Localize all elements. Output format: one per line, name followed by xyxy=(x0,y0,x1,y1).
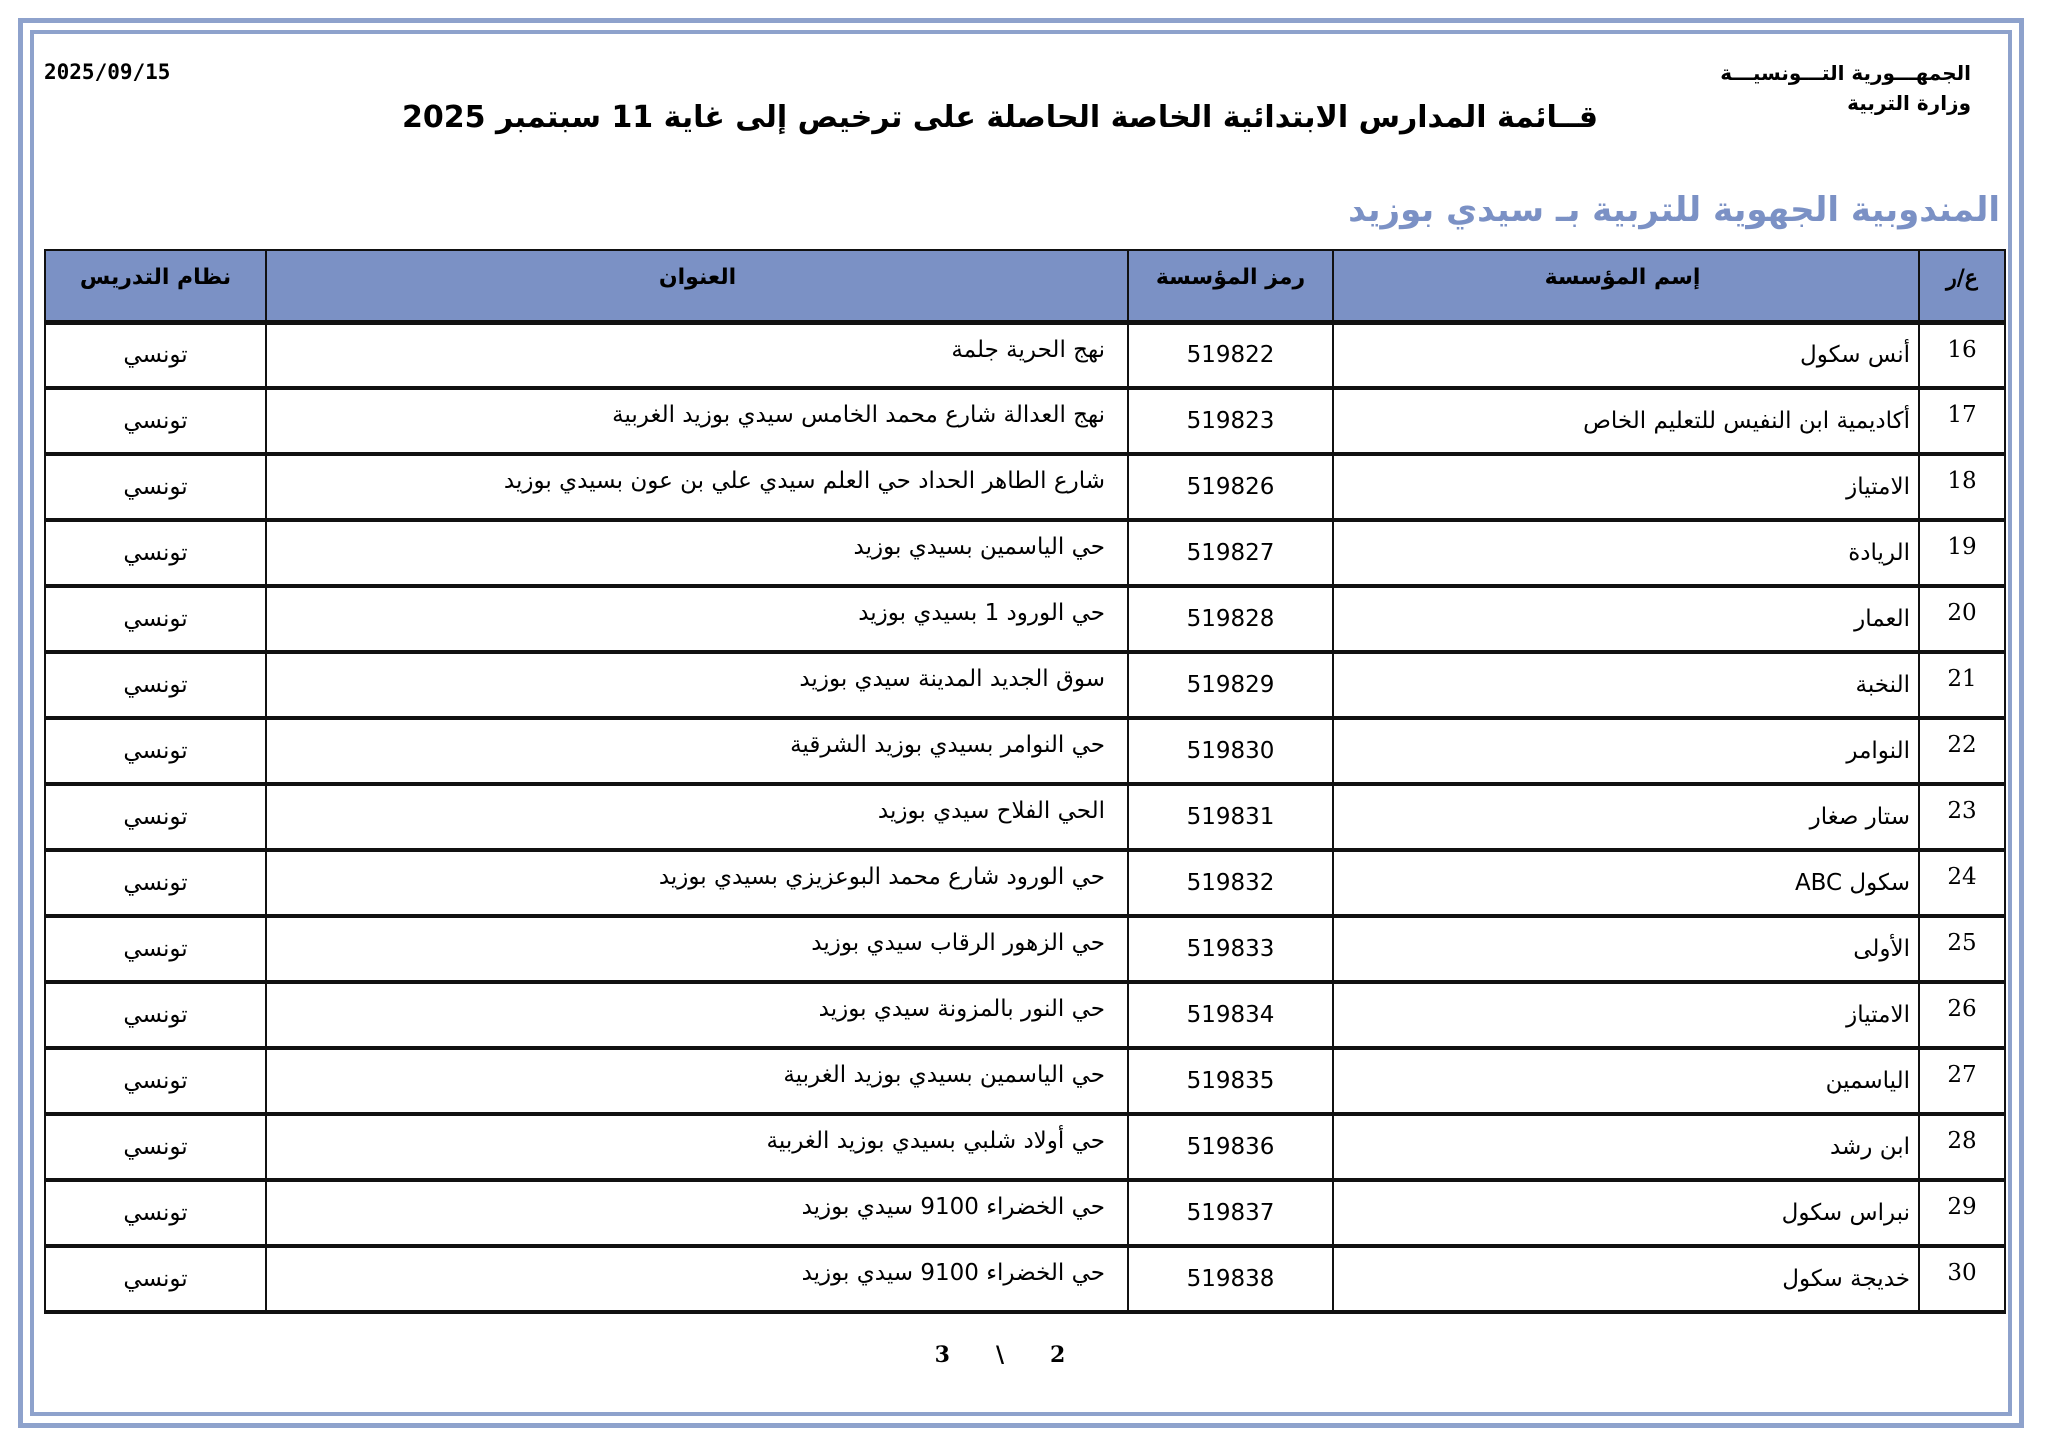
cell-number: 24 xyxy=(1919,850,2005,916)
ministry-name: وزارة التربية xyxy=(1847,91,1971,115)
table-row xyxy=(45,454,2005,520)
cell-school-name: الياسمين xyxy=(1333,1048,1919,1114)
cell-number: 21 xyxy=(1919,652,2005,718)
cell-number: 19 xyxy=(1919,520,2005,586)
cell-teaching-system: تونسي xyxy=(45,652,266,718)
cell-teaching-system: تونسي xyxy=(45,1180,266,1246)
cell-address: نهج الحرية جلمة xyxy=(266,322,1128,388)
table-row xyxy=(45,916,2005,982)
cell-number: 27 xyxy=(1919,1048,2005,1114)
cell-school-code: 519826 xyxy=(1128,454,1333,520)
cell-school-code: 519823 xyxy=(1128,388,1333,454)
page-number-right: 2 xyxy=(1050,1342,1066,1368)
cell-address: نهج العدالة شارع محمد الخامس سيدي بوزيد الغربية xyxy=(266,388,1128,454)
table-header xyxy=(45,250,2005,322)
table-row xyxy=(45,1246,2005,1312)
col-header-name: إسم المؤسسة xyxy=(1333,250,1919,322)
cell-school-name: الامتياز xyxy=(1333,982,1919,1048)
cell-address: حي الخضراء 9100 سيدي بوزيد xyxy=(266,1180,1128,1246)
cell-teaching-system: تونسي xyxy=(45,454,266,520)
table-row xyxy=(45,520,2005,586)
cell-address: حي النوامر بسيدي بوزيد الشرقية xyxy=(266,718,1128,784)
table-row xyxy=(45,982,2005,1048)
document-title: قــائمة المدارس الابتدائية الخاصة الحاصلة على ترخيص إلى غاية 11 سبتمبر 2025 xyxy=(402,100,1598,135)
cell-number: 18 xyxy=(1919,454,2005,520)
cell-school-name: أكاديمية ابن النفيس للتعليم الخاص xyxy=(1333,388,1919,454)
table-row xyxy=(45,322,2005,388)
country-name: الجمهـــورية التـــونسيـــة xyxy=(1720,61,1971,85)
cell-school-name: النخبة xyxy=(1333,652,1919,718)
schools-table xyxy=(44,249,2006,1314)
cell-address: الحي الفلاح سيدي بوزيد xyxy=(266,784,1128,850)
cell-school-name: ستار صغار xyxy=(1333,784,1919,850)
cell-number: 30 xyxy=(1919,1246,2005,1312)
cell-address: حي الورود 1 بسيدي بوزيد xyxy=(266,586,1128,652)
cell-address: حي أولاد شلبي بسيدي بوزيد الغربية xyxy=(266,1114,1128,1180)
table-row xyxy=(45,850,2005,916)
page-number-left: 3 xyxy=(934,1342,950,1368)
cell-school-code: 519832 xyxy=(1128,850,1333,916)
cell-school-code: 519828 xyxy=(1128,586,1333,652)
table-row xyxy=(45,784,2005,850)
col-header-code: رمز المؤسسة xyxy=(1128,250,1333,322)
cell-school-name: سكول ABC xyxy=(1333,850,1919,916)
cell-teaching-system: تونسي xyxy=(45,586,266,652)
table-row xyxy=(45,1048,2005,1114)
page-separator: \ xyxy=(995,1342,1005,1368)
cell-teaching-system: تونسي xyxy=(45,1048,266,1114)
cell-number: 25 xyxy=(1919,916,2005,982)
cell-teaching-system: تونسي xyxy=(45,1246,266,1312)
cell-school-name: ابن رشد xyxy=(1333,1114,1919,1180)
table-row xyxy=(45,1114,2005,1180)
cell-teaching-system: تونسي xyxy=(45,784,266,850)
cell-teaching-system: تونسي xyxy=(45,850,266,916)
cell-number: 29 xyxy=(1919,1180,2005,1246)
cell-school-name: أنس سكول xyxy=(1333,322,1919,388)
cell-school-name: الامتياز xyxy=(1333,454,1919,520)
cell-address: حي الورود شارع محمد البوعزيزي بسيدي بوزيد xyxy=(266,850,1128,916)
cell-school-name: العمار xyxy=(1333,586,1919,652)
cell-number: 28 xyxy=(1919,1114,2005,1180)
cell-number: 16 xyxy=(1919,322,2005,388)
table-row xyxy=(45,652,2005,718)
cell-school-code: 519837 xyxy=(1128,1180,1333,1246)
col-header-system: نظام التدريس xyxy=(45,250,266,322)
header-row xyxy=(45,250,2005,322)
cell-address: حي الخضراء 9100 سيدي بوزيد xyxy=(266,1246,1128,1312)
cell-school-code: 519822 xyxy=(1128,322,1333,388)
cell-teaching-system: تونسي xyxy=(45,718,266,784)
cell-school-code: 519831 xyxy=(1128,784,1333,850)
cell-number: 22 xyxy=(1919,718,2005,784)
cell-teaching-system: تونسي xyxy=(45,982,266,1048)
cell-number: 17 xyxy=(1919,388,2005,454)
cell-address: حي النور بالمزونة سيدي بوزيد xyxy=(266,982,1128,1048)
col-header-number: ع/ر xyxy=(1919,250,2005,322)
cell-address: حي الياسمين بسيدي بوزيد xyxy=(266,520,1128,586)
cell-school-code: 519834 xyxy=(1128,982,1333,1048)
cell-teaching-system: تونسي xyxy=(45,916,266,982)
cell-school-name: الأولى xyxy=(1333,916,1919,982)
cell-teaching-system: تونسي xyxy=(45,388,266,454)
document-date: 2025/09/15 xyxy=(44,60,171,84)
cell-school-code: 519827 xyxy=(1128,520,1333,586)
page-indicator xyxy=(900,1342,1100,1368)
cell-number: 26 xyxy=(1919,982,2005,1048)
cell-teaching-system: تونسي xyxy=(45,322,266,388)
col-header-address: العنوان xyxy=(266,250,1128,322)
table-row xyxy=(45,586,2005,652)
cell-school-name: نبراس سكول xyxy=(1333,1180,1919,1246)
region-heading: المندوبية الجهوية للتربية بـ سيدي بوزيد xyxy=(1348,190,2000,230)
cell-number: 23 xyxy=(1919,784,2005,850)
cell-address: شارع الطاهر الحداد حي العلم سيدي علي بن عون بسيدي بوزيد xyxy=(266,454,1128,520)
table-body xyxy=(45,322,2005,1312)
ministry-block xyxy=(1611,58,1971,118)
cell-school-code: 519835 xyxy=(1128,1048,1333,1114)
cell-school-name: خديجة سكول xyxy=(1333,1246,1919,1312)
table-row xyxy=(45,718,2005,784)
table-row xyxy=(45,1180,2005,1246)
cell-school-name: الريادة xyxy=(1333,520,1919,586)
table-row xyxy=(45,388,2005,454)
cell-teaching-system: تونسي xyxy=(45,1114,266,1180)
cell-teaching-system: تونسي xyxy=(45,520,266,586)
cell-address: حي الزهور الرقاب سيدي بوزيد xyxy=(266,916,1128,982)
cell-address: سوق الجديد المدينة سيدي بوزيد xyxy=(266,652,1128,718)
cell-school-code: 519833 xyxy=(1128,916,1333,982)
cell-number: 20 xyxy=(1919,586,2005,652)
cell-school-code: 519836 xyxy=(1128,1114,1333,1180)
cell-school-code: 519830 xyxy=(1128,718,1333,784)
cell-school-code: 519829 xyxy=(1128,652,1333,718)
cell-address: حي الياسمين بسيدي بوزيد الغربية xyxy=(266,1048,1128,1114)
cell-school-name: النوامر xyxy=(1333,718,1919,784)
cell-school-code: 519838 xyxy=(1128,1246,1333,1312)
